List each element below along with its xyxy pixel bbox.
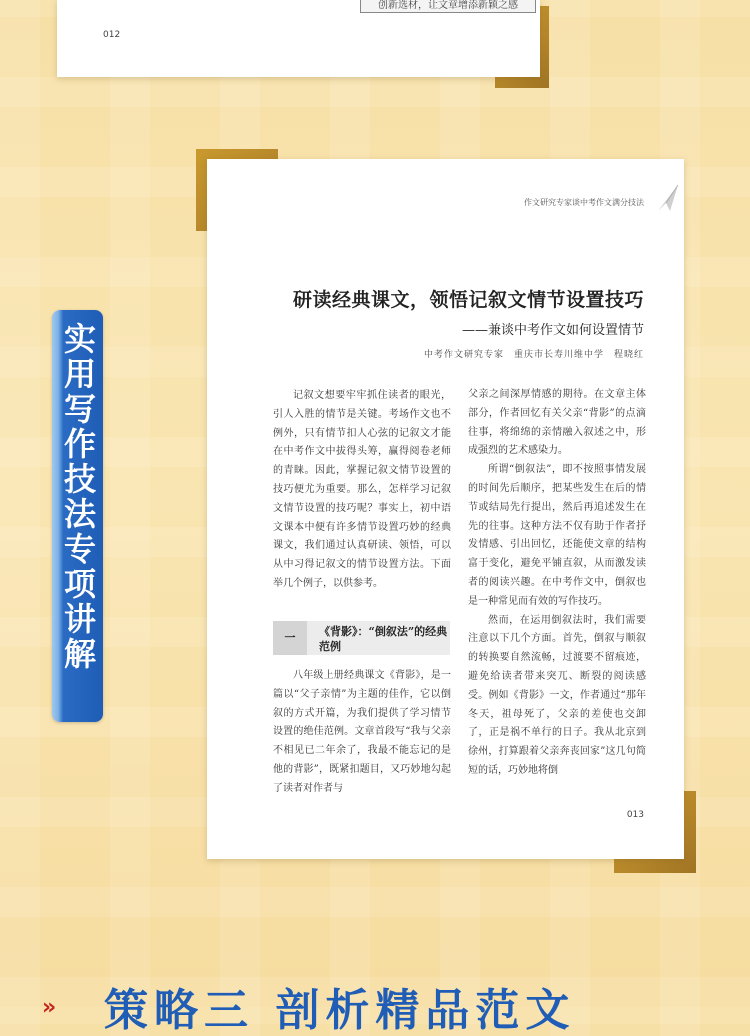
left-column-section: [273, 667, 451, 799]
paragraph: 所谓“倒叙法”，即不按照事情发展的时间先后顺序，把某些发生在后的情节或结局先行提出，然后再追述发生在先的往事。这种方法不仅有助于作者抒发情感、引出回忆，还能使文章的结构富于变化，避免平铺直叙，从而激发读者的阅读兴趣。在中考作文中，倒叙也是一种常见而有效的写作技巧。: [468, 464, 646, 607]
paragraph: 然而，在运用倒叙法时，我们需要注意以下几个方面。首先，倒叙与顺叙的转换要自然流畅，过渡要不留痕迹，避免给读者带来突兀、断裂的阅读感受。例如《背影》一文，作者通过“那年冬天，祖母死了，父亲的差使也交卸了，正是祸不单行的日子。我从北京到徐州，打算跟着父亲奔丧回家”这几句简短的话，巧妙地将倒: [468, 614, 646, 776]
right-column: [468, 386, 646, 781]
top-page-caption: 创新选材，让文章增添新颖之感: [360, 0, 536, 13]
section-number: 一: [273, 621, 307, 655]
side-banner-text: 实用写作技法专项讲解: [63, 320, 96, 673]
section-heading: [273, 621, 450, 655]
page-number: 013: [626, 810, 644, 820]
article-subtitle: ——兼谈中考作文如何设置情节: [461, 323, 644, 338]
article-title: 研读经典课文，领悟记叙文情节设置技巧: [292, 289, 644, 311]
top-page-number: 012: [103, 30, 121, 40]
main-book-page: [207, 159, 684, 859]
paragraph: 父亲之间深厚情感的期待。在文章主体部分，作者回忆有关父亲“背影”的点滴往事，将绵绵的亲情融入叙述之中，形成强烈的艺术感染力。: [468, 389, 646, 457]
article-byline: 中考作文研究专家 重庆市长寿川维中学 程晓红: [423, 350, 644, 360]
paragraph: 八年级上册经典课文《背影》，是一篇以“父子亲情”为主题的佳作，它以倒叙的方式开篇，为我们提供了学习情节设置的绝佳范例。文章首段写“我与父亲不相见已二年余了，我最不能忘记的是他的背影”，既紧扣题目，又巧妙地勾起了读者对作者与: [273, 670, 451, 794]
double-chevron-icon: »: [42, 995, 57, 1020]
side-banner: [52, 310, 103, 722]
left-column-intro: [273, 387, 451, 594]
running-header: 作文研究专家谈中考作文满分技法: [524, 198, 644, 207]
bottom-section-heading: 策略三 剖析精品范文: [104, 985, 576, 1036]
paper-plane-icon: [652, 181, 682, 217]
paragraph: 记叙文想要牢牢抓住读者的眼光，引人入胜的情节是关键。考场作文也不例外，只有情节扣人心弦的记叙文才能在中考作文中拔得头筹，赢得阅卷老师的青睐。因此，掌握记叙文情节设置的技巧便尤为重要。那么，怎样学习记叙文情节设置的技巧呢？事实上，初中语文课本中便有许多情节设置巧妙的经典课文，我们通过认真研读、领悟，可以从中习得记叙文的情节设置方法。下面举几个例子，以供参考。: [273, 390, 451, 589]
section-title: 《背影》：“倒叙法”的经典范例: [319, 625, 448, 653]
top-book-page: [57, 0, 540, 77]
